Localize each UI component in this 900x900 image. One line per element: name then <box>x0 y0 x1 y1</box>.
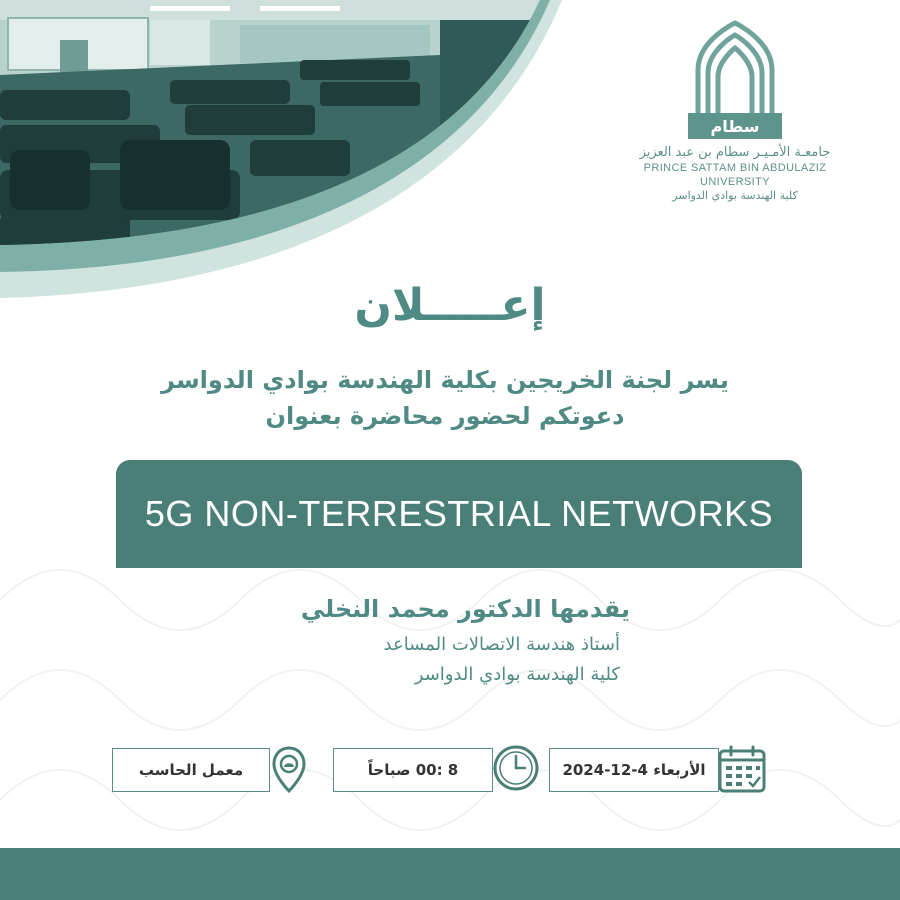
location-pin-icon <box>270 745 308 797</box>
logo-arch-mark <box>680 15 790 145</box>
university-logo <box>615 15 855 210</box>
date-box: الأربعاء 4-12-2024 <box>549 748 719 792</box>
university-name-en: PRINCE SATTAM BIN ABDULAZIZ UNIVERSITY <box>643 162 827 188</box>
announcement-intro <box>100 362 790 434</box>
logo-mark-text: سطام <box>710 117 760 136</box>
presenter-position: أستاذ هندسة الاتصالات المساعد <box>383 634 620 655</box>
intro-line-1: يسر لجنة الخريجين بكلية الهندسة بوادي الدواسر <box>161 366 729 394</box>
location-box: معمل الحاسب <box>112 748 270 792</box>
calendar-icon <box>716 744 768 794</box>
announcement-heading: إعـــــلان <box>354 280 546 331</box>
college-name-ar: كلية الهندسة بوادي الدواسر <box>672 189 798 202</box>
lecture-title-box <box>116 460 802 568</box>
lecture-title: 5G NON-TERRESTRIAL NETWORKS <box>144 493 774 534</box>
footer-bar <box>0 848 900 900</box>
presenter-college: كلية الهندسة بوادي الدواسر <box>414 664 620 685</box>
intro-line-2: دعوتكم لحضور محاضرة بعنوان <box>265 402 625 430</box>
clock-icon <box>491 742 541 794</box>
presenter-name: يقدمها الدكتور محمد النخلي <box>300 595 630 623</box>
university-name-ar: جامعـة الأمـيـر سطام بن عبد العزيز <box>639 145 831 160</box>
time-box: 8 :00 صباحاً <box>333 748 493 792</box>
